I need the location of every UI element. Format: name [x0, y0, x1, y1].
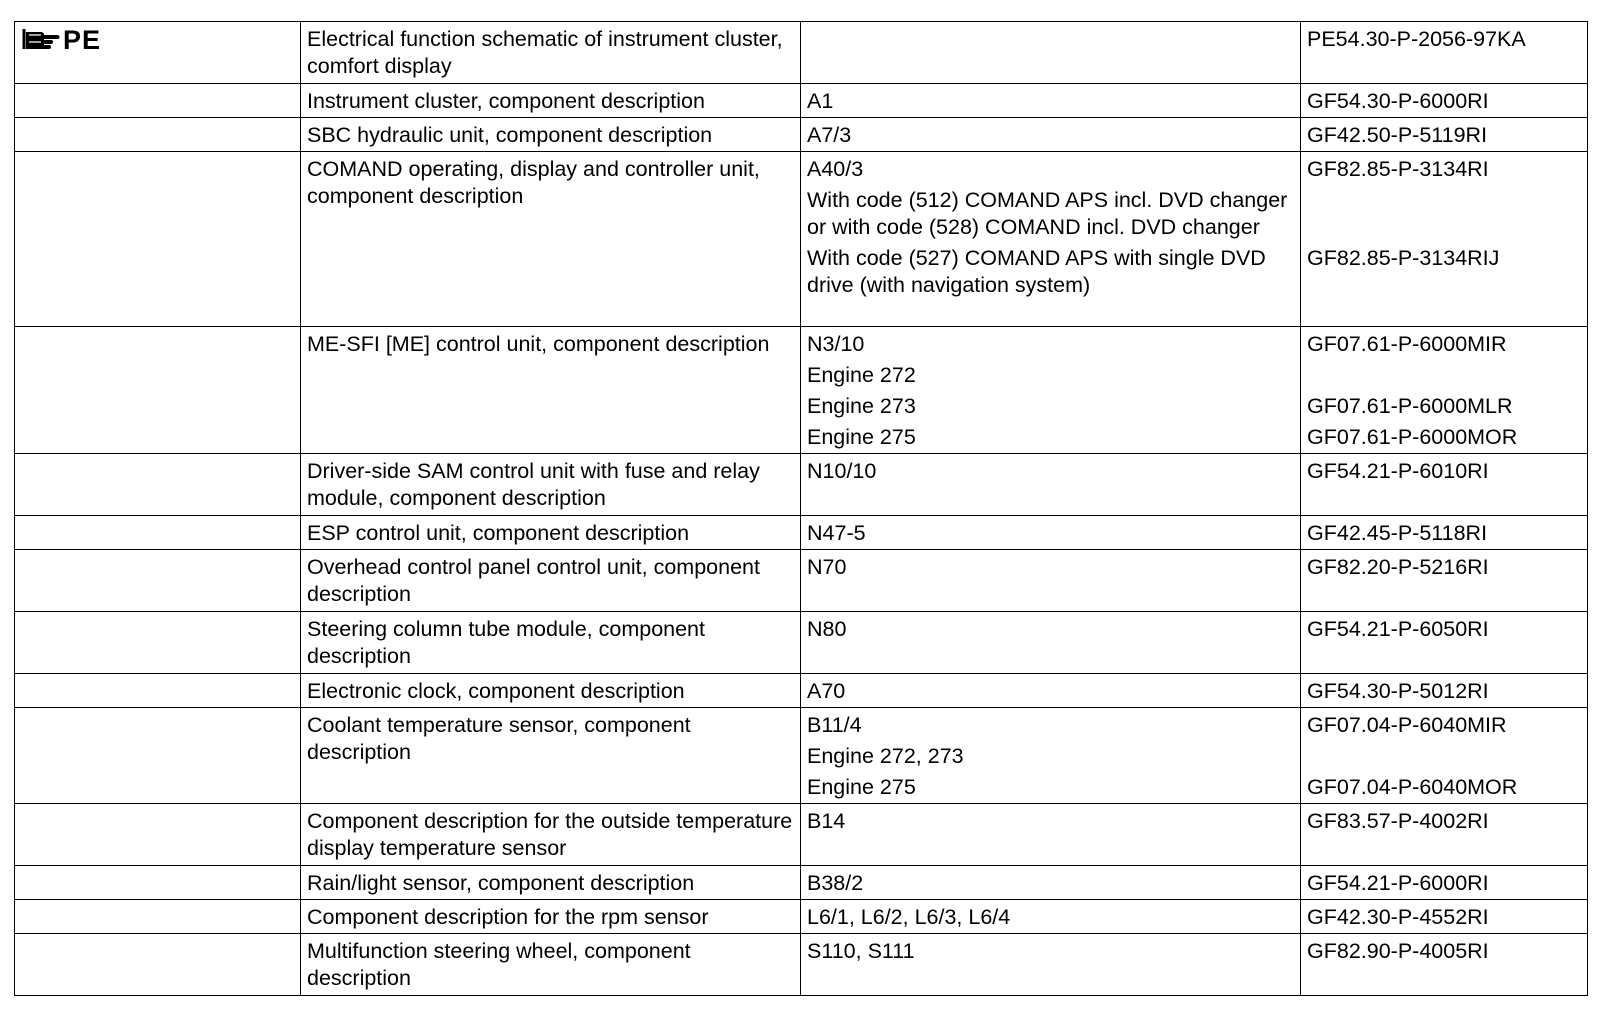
component-code: L6/1, L6/2, L6/3, L6/4	[807, 905, 1011, 929]
document-reference: GF07.61-P-6000MIR	[1307, 332, 1507, 356]
empty-cell	[15, 550, 301, 612]
component-code: With code (512) COMAND APS incl. DVD changer or with code (528) COMAND incl. DVD changer	[807, 188, 1294, 239]
document-reference-cell	[1301, 708, 1588, 804]
empty-cell	[15, 454, 301, 516]
header-reference: PE54.30-P-2056-97KA	[1301, 22, 1588, 84]
document-reference-cell	[1301, 550, 1588, 612]
document-reference: GF42.50-P-5119RI	[1307, 123, 1488, 147]
empty-cell	[15, 674, 301, 708]
component-code-cell	[801, 612, 1301, 674]
empty-cell	[15, 804, 301, 866]
component-description: Multifunction steering wheel, component description	[301, 934, 801, 996]
component-code-cell	[801, 118, 1301, 152]
component-description: Component description for the outside temperature display temperature sensor	[301, 804, 801, 866]
component-code-cell	[801, 516, 1301, 550]
component-description: Rain/light sensor, component description	[301, 866, 801, 900]
empty-cell	[15, 708, 301, 804]
document-reference: GF07.04-P-6040MOR	[1307, 775, 1518, 799]
component-code: N10/10	[807, 459, 877, 483]
table-row	[15, 550, 1588, 612]
table-row	[15, 454, 1588, 516]
component-description: Steering column tube module, component description	[301, 612, 801, 674]
table-row	[15, 934, 1588, 996]
reference-table-body	[15, 22, 1588, 996]
document-reference-cell	[1301, 934, 1588, 996]
component-description: Coolant temperature sensor, component description	[301, 708, 801, 804]
component-code-cell	[801, 550, 1301, 612]
component-description: Component description for the rpm sensor	[301, 900, 801, 934]
component-description: Overhead control panel control unit, component description	[301, 550, 801, 612]
document-reference: GF42.45-P-5118RI	[1307, 521, 1488, 545]
header-description: Electrical function schematic of instrument cluster, comfort display	[301, 22, 801, 84]
pointing-hand-icon	[21, 26, 61, 59]
component-code: A40/3	[807, 157, 864, 181]
table-row	[15, 674, 1588, 708]
component-code-cell	[801, 454, 1301, 516]
table-row	[15, 708, 1588, 804]
table-row	[15, 516, 1588, 550]
document-reference-cell	[1301, 900, 1588, 934]
component-code-cell	[801, 84, 1301, 118]
document-reference-cell	[1301, 516, 1588, 550]
component-code: N3/10	[807, 332, 865, 356]
empty-cell	[15, 84, 301, 118]
document-reference-cell	[1301, 118, 1588, 152]
document-reference-cell	[1301, 866, 1588, 900]
table-row	[15, 612, 1588, 674]
document-reference-cell	[1301, 612, 1588, 674]
component-description: ME-SFI [ME] control unit, component description	[301, 327, 801, 454]
document-reference-cell	[1301, 84, 1588, 118]
component-code: B11/4	[807, 713, 862, 737]
component-code-cell	[801, 708, 1301, 804]
document-reference	[1307, 187, 1581, 241]
table-row	[15, 866, 1588, 900]
document-reference-cell	[1301, 152, 1588, 327]
empty-cell	[15, 934, 301, 996]
component-description: Instrument cluster, component description	[301, 84, 801, 118]
table-row	[15, 900, 1588, 934]
component-code: A7/3	[807, 123, 852, 147]
table-row	[15, 118, 1588, 152]
component-code-cell	[801, 152, 1301, 327]
component-code: Engine 273	[807, 394, 916, 418]
table-row	[15, 327, 1588, 454]
empty-cell	[15, 900, 301, 934]
component-code: With code (527) COMAND APS with single DVD drive (with navigation system)	[807, 246, 1272, 297]
document-reference-cell	[1301, 674, 1588, 708]
component-code: Engine 272	[807, 363, 916, 387]
component-code: N80	[807, 617, 847, 641]
component-code: Engine 275	[807, 775, 916, 799]
empty-cell	[15, 516, 301, 550]
component-description: COMAND operating, display and controller unit, component description	[301, 152, 801, 327]
table-row	[15, 152, 1588, 327]
component-code: S110, S111	[807, 939, 915, 963]
document-reference-cell	[1301, 454, 1588, 516]
component-code-cell	[801, 934, 1301, 996]
component-description: SBC hydraulic unit, component description	[301, 118, 801, 152]
component-code: N47-5	[807, 521, 866, 545]
document-reference	[1307, 362, 1581, 389]
document-reference: GF82.90-P-4005RI	[1307, 939, 1489, 963]
document-reference: GF07.61-P-6000MLR	[1307, 394, 1513, 418]
empty-cell	[15, 152, 301, 327]
header-row	[15, 22, 1588, 84]
document-reference	[1307, 743, 1581, 770]
header-code	[801, 22, 1301, 84]
document-reference-cell	[1301, 327, 1588, 454]
document-reference: GF42.30-P-4552RI	[1307, 905, 1489, 929]
component-code: N70	[807, 555, 847, 579]
reference-table	[14, 21, 1588, 996]
empty-cell	[15, 866, 301, 900]
document-reference: GF54.21-P-6000RI	[1307, 871, 1489, 895]
empty-cell	[15, 118, 301, 152]
document-reference: GF07.04-P-6040MIR	[1307, 713, 1507, 737]
table-row	[15, 84, 1588, 118]
component-description: Electronic clock, component description	[301, 674, 801, 708]
document-reference-cell	[1301, 804, 1588, 866]
table-row	[15, 804, 1588, 866]
document-reference: GF54.30-P-6000RI	[1307, 89, 1489, 113]
document-reference: GF54.30-P-5012RI	[1307, 679, 1489, 703]
component-code: Engine 272, 273	[807, 744, 964, 768]
empty-cell	[15, 612, 301, 674]
component-code: A70	[807, 679, 846, 703]
component-code-cell	[801, 674, 1301, 708]
component-code-cell	[801, 866, 1301, 900]
component-code: B38/2	[807, 871, 864, 895]
pe-label: PE	[63, 25, 102, 55]
component-code: Engine 275	[807, 425, 916, 449]
component-description: ESP control unit, component description	[301, 516, 801, 550]
document-reference: GF83.57-P-4002RI	[1307, 809, 1489, 833]
document-reference: GF82.85-P-3134RI	[1307, 157, 1489, 181]
component-code: A1	[807, 89, 834, 113]
component-code-cell	[801, 327, 1301, 454]
document-reference: GF82.85-P-3134RIJ	[1307, 246, 1500, 270]
component-code-cell	[801, 804, 1301, 866]
document-reference: GF07.61-P-6000MOR	[1307, 425, 1518, 449]
document-reference: GF82.20-P-5216RI	[1307, 555, 1489, 579]
pe-cell	[15, 22, 301, 84]
document-reference: GF54.21-P-6050RI	[1307, 617, 1489, 641]
component-description: Driver-side SAM control unit with fuse and relay module, component description	[301, 454, 801, 516]
document-reference: GF54.21-P-6010RI	[1307, 459, 1489, 483]
component-code-cell	[801, 900, 1301, 934]
component-code: B14	[807, 809, 846, 833]
empty-cell	[15, 327, 301, 454]
